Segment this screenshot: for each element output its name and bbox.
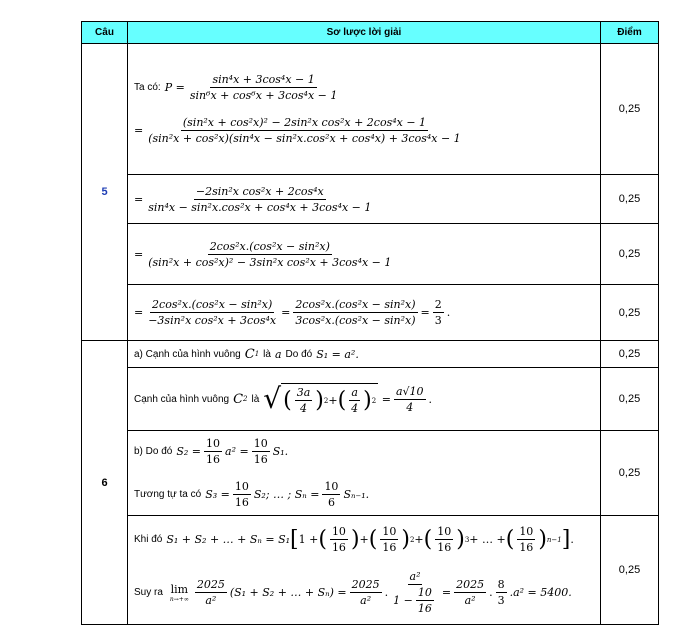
q5-score-2: 0,25 [601,175,659,224]
header-solution: Sơ lược lời giải [128,22,601,44]
header-question: Câu [82,22,128,44]
q6-part-a: a) Cạnh của hình vuông C 1 là a Do đó S₁ = a². [128,341,601,368]
q5-step3: = $\frac{\text{2cos²x.(cos²x − sin²x)}}{\text{(sin²x + cos²x)² − 3sin²x cos²x + 3cos⁴x − 1}}$ [128,224,601,285]
q6-number: 6 [82,341,128,625]
q5-row-3 [82,224,659,285]
q6-row-1 [82,341,659,368]
solution-table [81,21,659,625]
q6-score-1: 0,25 [601,341,659,368]
q5-score-3: 0,25 [601,224,659,285]
q6-score-4: 0,25 [601,516,659,625]
q6-row-3 [82,431,659,516]
q5-step1: Ta có: P = $\frac{\text{sin⁴x + 3cos⁴x − 1}}{\text{sin⁶x + cos⁶x + 3cos⁴x − 1}}$ = $\frac{\text{(sin²x + cos²x)² − 2sin²x cos²x + 2cos⁴x − 1}}{\text{(sin²x + cos²x)(sin⁴x − sin²x.cos²x + cos⁴x) + 3cos⁴x − 1}}$ [128,44,601,175]
header-row [82,22,659,44]
q6-row-2 [82,368,659,431]
q5-row-4 [82,285,659,341]
q6-score-3: 0,25 [601,431,659,516]
q5-step1-fraction: $\frac{\text{sin⁴x + 3cos⁴x − 1}}{\text{sin⁶x + cos⁶x + 3cos⁴x − 1}}$ [189,73,338,102]
q5-step1b-fraction: $\frac{\text{(sin²x + cos²x)² − 2sin²x cos²x + 2cos⁴x − 1}}{\text{(sin²x + cos²x)(sin⁴x − sin²x.cos²x + cos⁴x) + 3cos⁴x − 1}}$ [148,116,461,145]
q5-step2: = $\frac{\text{−2sin²x cos²x + 2cos⁴x}}{\text{sin⁴x − sin²x.cos²x + cos⁴x + 3cos⁴x − 1}}$ [128,175,601,224]
q6-row-4 [82,516,659,625]
q6-part-b: b) Do đó S₂ = $\frac{10}{16}$ a² = $\frac{10}{16}$ S₁. Tương tự ta có S₃ = $\frac{10}{16}$ S₂; … ; Sₙ = $\frac{10}{6}$ Sₙ₋₁. [128,431,601,516]
q6-part-c: Khi đó S₁ + S₂ + … + Sₙ = S₁ [ 1 + ( $\frac{10}{16}$ ) + ( $\frac{10}{16}$ ) 2 + ( $\frac{10}{16}$ ) 3 + … + ( $\frac{10}{16}$ ) n−1 ] . Suy ra lim n→+∞ $\frac{2025}{\text{a²}}$ (S₁ + S₂ + … + Sₙ) = $\frac{2025}{\text{a²}}$ . a² 1 − $\frac{10}{16}$ = $\frac{2025}{\text{a²}}$ . $\frac{8}{3}$ .a² = 5400. [128,516,601,625]
q6-score-2: 0,25 [601,368,659,431]
q6-part-a2: Cạnh của hình vuông C 2 là √ ( $\frac{3a}{4}$ ) 2 + ( $\frac{a}{4}$ ) 2 = $\frac{a√10}{4}$ . [128,368,601,431]
header-score: Điểm [601,22,659,44]
q5-step4: = $\frac{\text{2cos²x.(cos²x − sin²x)}}{\text{−3sin²x cos²x + 3cos⁴x}}$ = $\frac{\text{2cos²x.(cos²x − sin²x)}}{\text{3cos²x.(cos²x − sin²x)}}$ = $\frac{2}{3}$ . [128,285,601,341]
sqrt-expression: √ ( $\frac{3a}{4}$ ) 2 + ( $\frac{a}{4}$ ) 2 [263,382,377,415]
q5-row-1 [82,44,659,175]
q5-score-1: 0,25 [601,44,659,175]
q5-number: 5 [82,44,128,341]
q5-row-2 [82,175,659,224]
q5-score-4: 0,25 [601,285,659,341]
